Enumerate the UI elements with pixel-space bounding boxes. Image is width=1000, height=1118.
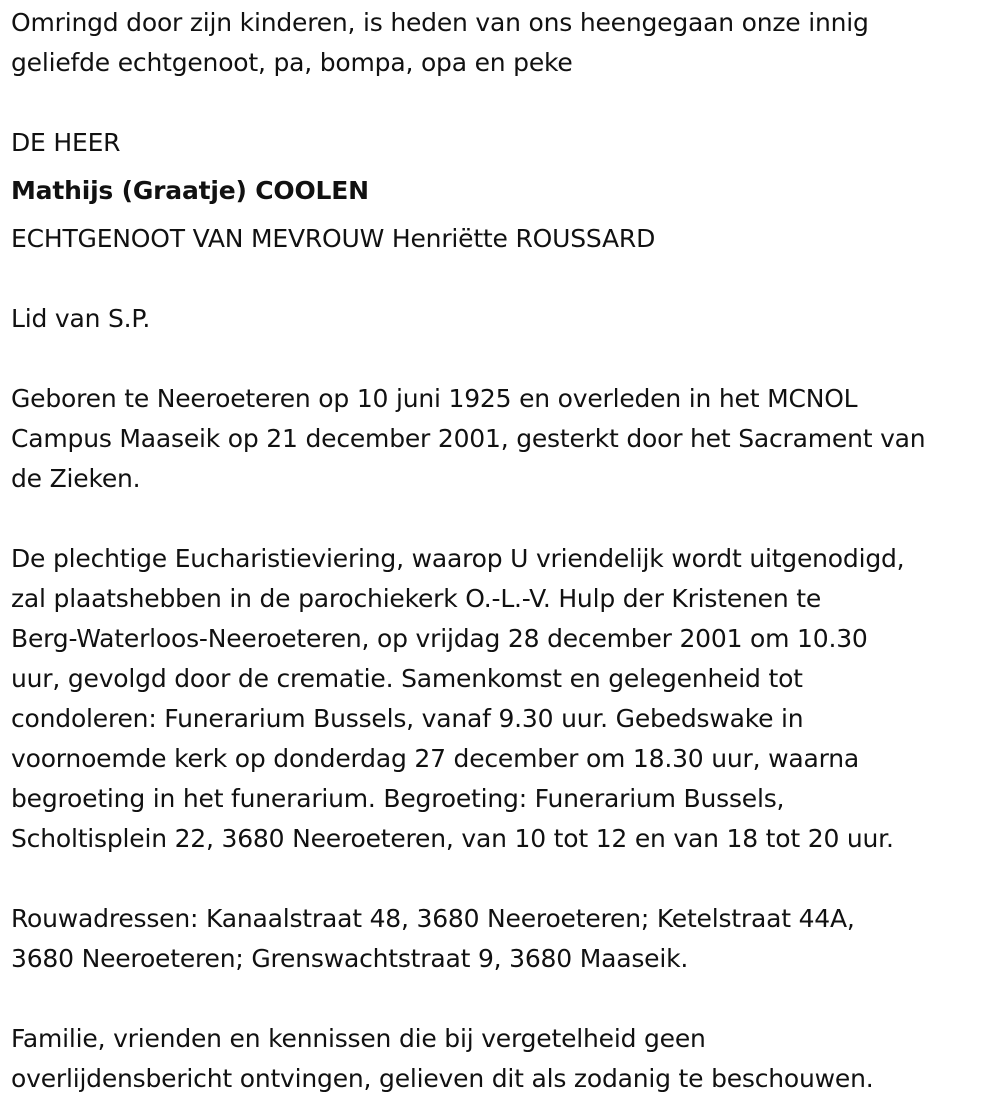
addresses-line: 3680 Neeroeteren; Grenswachtstraat 9, 3680 Maaseik.	[11, 944, 689, 973]
ceremony-line: zal plaatshebben in de parochiekerk O.-L.-V. Hulp der Kristenen te	[11, 584, 822, 613]
ceremony-line: Scholtisplein 22, 3680 Neeroeteren, van 10 tot 12 en van 18 tot 20 uur.	[11, 824, 894, 853]
paragraph-spacer	[11, 83, 996, 123]
ceremony-line: De plechtige Eucharistieviering, waarop U vriendelijk wordt uitgenodigd,	[11, 544, 905, 573]
intro-line: Omringd door zijn kinderen, is heden van ons heengegaan onze innig	[11, 8, 869, 37]
addresses-line: Rouwadressen: Kanaalstraat 48, 3680 Neeroeteren; Ketelstraat 44A,	[11, 904, 855, 933]
birth-death-line: Campus Maaseik op 21 december 2001, gesterkt door het Sacrament van	[11, 424, 926, 453]
ceremony-paragraph	[11, 539, 996, 859]
closing-line: overlijdensbericht ontvingen, gelieven dit als zodanig te beschouwen.	[11, 1064, 874, 1093]
ceremony-line: uur, gevolgd door de crematie. Samenkomst en gelegenheid tot	[11, 664, 803, 693]
paragraph-spacer	[11, 979, 996, 1019]
title-line: DE HEER	[11, 128, 121, 157]
ceremony-line: Berg-Waterloos-Neeroeteren, op vrijdag 28 december 2001 om 10.30	[11, 624, 868, 653]
membership-line: Lid van S.P.	[11, 304, 151, 333]
obituary-document	[11, 3, 996, 1099]
birth-death-line: Geboren te Neeroeteren op 10 juni 1925 en overleden in het MCNOL	[11, 384, 858, 413]
paragraph-spacer	[11, 859, 996, 899]
ceremony-line: begroeting in het funerarium. Begroeting: Funerarium Bussels,	[11, 784, 785, 813]
addresses-paragraph	[11, 899, 996, 979]
intro-paragraph	[11, 3, 996, 83]
intro-line: geliefde echtgenoot, pa, bompa, opa en peke	[11, 48, 573, 77]
paragraph-spacer	[11, 499, 996, 539]
closing-line: Familie, vrienden en kennissen die bij vergetelheid geen	[11, 1024, 706, 1053]
ceremony-line: voornoemde kerk op donderdag 27 december om 18.30 uur, waarna	[11, 744, 860, 773]
birth-death-paragraph	[11, 379, 996, 499]
spouse-line: ECHTGENOOT VAN MEVROUW Henriëtte ROUSSARD	[11, 224, 656, 253]
deceased-name: Mathijs (Graatje) COOLEN	[11, 176, 369, 205]
birth-death-line: de Zieken.	[11, 464, 141, 493]
paragraph-spacer	[11, 339, 996, 379]
closing-paragraph	[11, 1019, 996, 1099]
paragraph-spacer	[11, 259, 996, 299]
ceremony-line: condoleren: Funerarium Bussels, vanaf 9.30 uur. Gebedswake in	[11, 704, 804, 733]
